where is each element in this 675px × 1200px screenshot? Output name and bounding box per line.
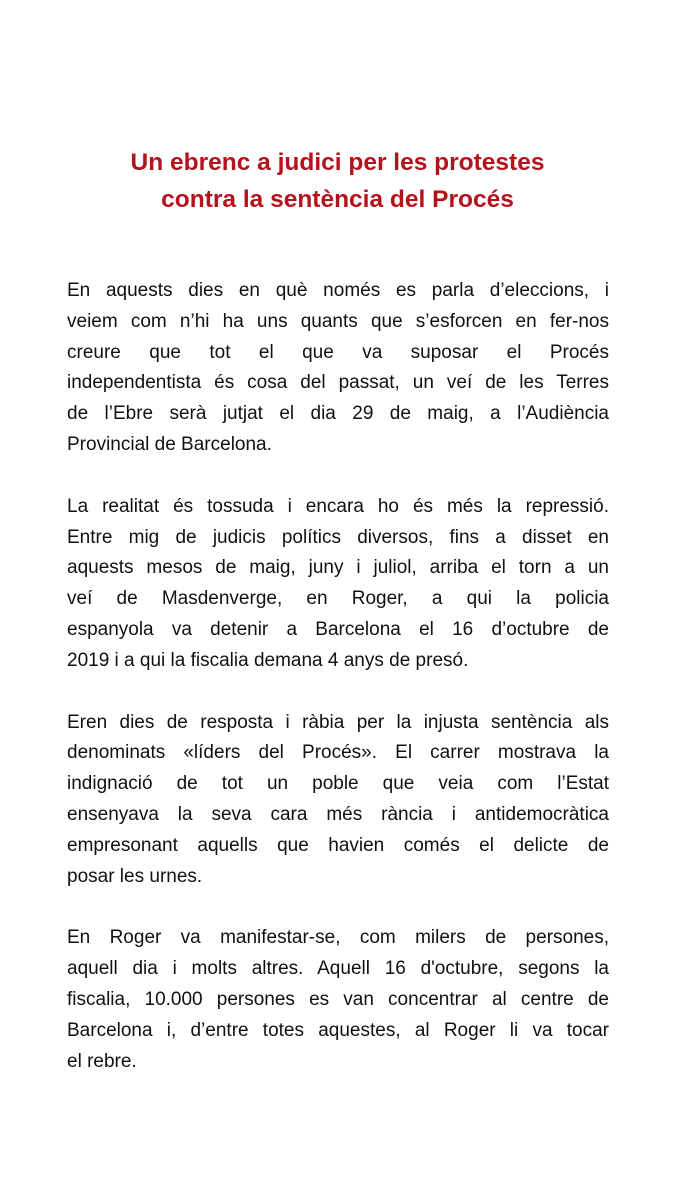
- text-line: el rebre.: [67, 1050, 137, 1072]
- text-line: Eren dies de resposta i ràbia per la injusta sentència als: [67, 711, 609, 733]
- text-line: indignació de tot un poble que veia com l’Estat: [67, 773, 609, 795]
- text-line: veí de Masdenverge, en Roger, a qui la policia: [67, 588, 609, 610]
- text-line: independentista és cosa del passat, un veí de les Terres: [67, 372, 609, 394]
- text-line: 2019 i a qui la fiscalia demana 4 anys de presó.: [67, 649, 469, 671]
- text-line: denominats «líders del Procés». El carrer mostrava la: [67, 742, 609, 764]
- text-line: Barcelona i, d’entre totes aquestes, al Roger li va tocar: [67, 1019, 609, 1041]
- text-line: posar les urnes.: [67, 865, 203, 887]
- text-line: de l’Ebre serà jutjat el dia 29 de maig, a l’Audiència: [67, 403, 609, 425]
- text-line: creure que tot el que va suposar el Procés: [67, 341, 609, 363]
- title-line: Un ebrenc a judici per les protestes: [130, 149, 545, 176]
- text-line: aquell dia i molts altres. Aquell 16 d'octubre, segons la: [67, 958, 609, 980]
- article-title: [60, 144, 615, 218]
- text-line: La realitat és tossuda i encara ho és més la repressió.: [67, 495, 609, 517]
- text-line: espanyola va detenir a Barcelona el 16 d’octubre de: [67, 618, 609, 640]
- text-line: veiem com n’hi ha uns quants que s’esforcen en fer-nos: [67, 310, 609, 332]
- text-line: empresonant aquells que havien comés el delicte de: [67, 834, 609, 856]
- paragraph-1: [67, 276, 609, 461]
- text-line: En aquests dies en què només es parla d’eleccions, i: [67, 280, 609, 301]
- text-line: Provincial de Barcelona.: [67, 433, 272, 455]
- paragraph-2: [67, 492, 609, 677]
- text-line: En Roger va manifestar-se, com milers de persones,: [67, 927, 609, 949]
- paragraph-3: [67, 708, 609, 893]
- title-line: contra la sentència del Procés: [161, 186, 514, 213]
- text-line: ensenyava la seva cara més rància i antidemocràtica: [67, 803, 609, 825]
- article-body: [67, 276, 609, 1108]
- text-line: fiscalia, 10.000 persones es van concentrar al centre de: [67, 988, 609, 1010]
- text-line: Entre mig de judicis polítics diversos, fins a disset en: [67, 526, 609, 548]
- paragraph-4: [67, 923, 609, 1077]
- text-line: aquests mesos de maig, juny i juliol, arriba el torn a un: [67, 557, 609, 579]
